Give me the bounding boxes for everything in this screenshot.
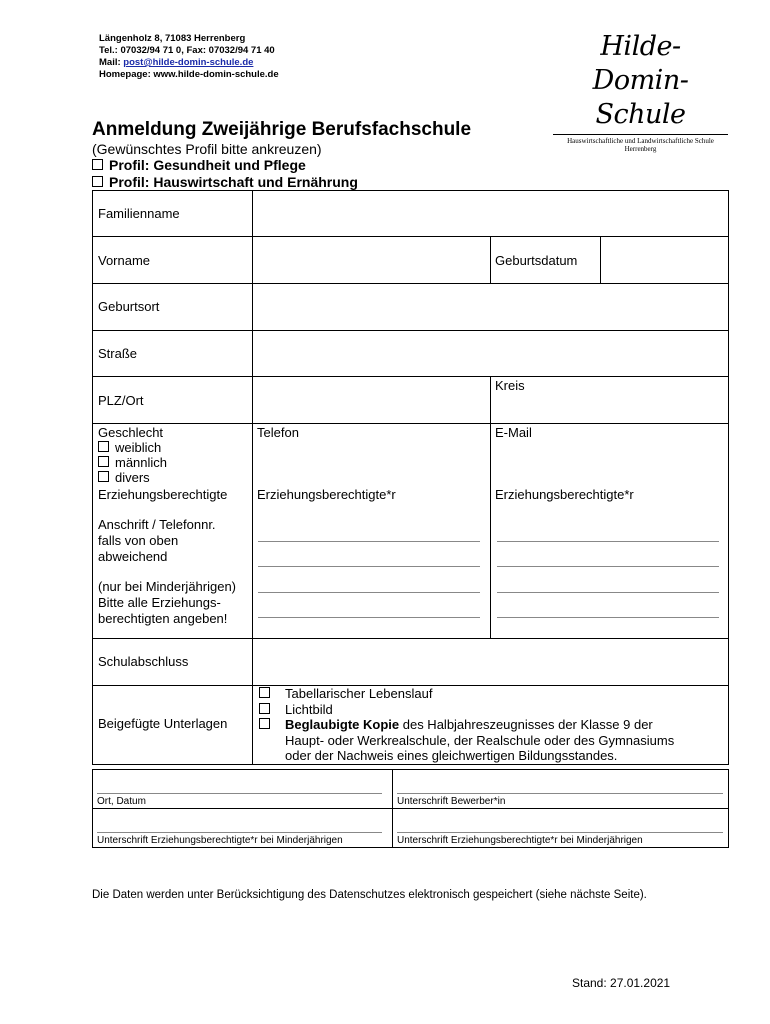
profile-household-checkbox[interactable] [92,176,103,187]
profile-option-household[interactable]: Profil: Hauswirtschaft und Ernährung [92,174,358,190]
option-maennlich[interactable]: männlich [98,455,167,470]
doc-kopie-line3: oder der Nachweis eines gleichwertigen Bildungsstandes. [285,748,618,763]
doc-lichtbild-label: Lichtbild [285,702,333,717]
label-anschrift-3: abweichend [98,549,168,564]
logo-city: Herrenberg [624,145,657,153]
label-familienname: Familienname [98,206,180,221]
school-logo [553,30,728,153]
doc-kopie[interactable] [259,717,276,732]
doc-kopie-line2: Haupt- oder Werkrealschule, der Realschule oder des Gymnasiums [285,733,675,748]
label-schulabschluss: Schulabschluss [98,654,189,669]
school-homepage: Homepage: www.hilde-domin-schule.de [99,69,279,80]
label-beigefuegte-unterlagen: Beigefügte Unterlagen [98,716,228,731]
form-subtitle: (Gewünschtes Profil bitte ankreuzen) [92,141,322,157]
logo-subtitle: Hauswirtschaftliche und Landwirtschaftliche Schule [567,137,714,145]
label-geburtsort: Geburtsort [98,299,160,314]
school-phone-fax: Tel.: 07032/94 71 0, Fax: 07032/94 71 40 [99,45,275,56]
sig-ort-datum: Ort, Datum [97,796,146,807]
doc-lichtbild[interactable] [259,702,276,717]
doc-kopie-label: Beglaubigte Kopie des Halbjahreszeugnisses der Klasse 9 der [285,717,653,732]
profile-option-health[interactable]: Profil: Gesundheit und Pflege [92,157,306,173]
input-schulabschluss[interactable] [254,640,726,684]
input-vorname[interactable] [254,238,488,282]
logo-rule [553,134,728,135]
label-telefon: Telefon [257,425,299,440]
school-mail-link[interactable]: post@hilde-domin-schule.de [123,57,254,68]
weiblich-checkbox[interactable] [98,441,109,452]
divers-checkbox[interactable] [98,471,109,482]
school-address: Längenholz 8, 71083 Herrenberg [99,33,246,44]
input-geburtsdatum[interactable] [602,238,726,282]
datenschutz-note: Die Daten werden unter Berücksichtigung des Datenschutzes elektronisch gespeichert (siehe nächste Seite). [92,889,647,901]
stand-date: Stand: 27.01.2021 [572,976,671,990]
option-weiblich[interactable]: weiblich [98,440,161,455]
label-vorname: Vorname [98,253,151,268]
label-geschlecht: Geschlecht [98,425,164,440]
option-divers[interactable]: divers [98,470,150,485]
kopie-checkbox[interactable] [259,718,270,729]
sig-erz-2: Unterschrift Erziehungsberechtigte*r bei Minderjährigen [397,835,643,846]
label-plz-ort: PLZ/Ort [98,393,144,408]
doc-lebenslauf-label: Tabellarischer Lebenslauf [285,686,433,701]
label-erziehungsberechtigte: Erziehungsberechtigte [98,487,228,502]
label-erziehungsberechtigter-1: Erziehungsberechtigte*r [257,487,396,502]
label-anschrift-1: Anschrift / Telefonnr. [98,517,216,532]
lebenslauf-checkbox[interactable] [259,687,270,698]
sig-erz-1: Unterschrift Erziehungsberechtigte*r bei Minderjährigen [97,835,343,846]
label-minderjaehrige-2: Bitte alle Erziehungs- [98,595,221,610]
label-geburtsdatum: Geburtsdatum [495,253,578,268]
label-minderjaehrige-3: berechtigten angeben! [98,611,228,626]
label-erziehungsberechtigter-2: Erziehungsberechtigte*r [495,487,634,502]
input-plz-ort[interactable] [254,378,488,422]
maennlich-checkbox[interactable] [98,456,109,467]
sig-bewerber: Unterschrift Bewerber*in [397,796,506,807]
school-contact [99,33,279,81]
label-anschrift-2: falls von oben [98,533,179,548]
input-strasse[interactable] [254,332,726,375]
label-kreis: Kreis [495,378,525,393]
school-mail-line: Mail: post@hilde-domin-schule.de [99,57,254,68]
input-geburtsort[interactable] [254,285,726,329]
form-title: Anmeldung Zweijährige Berufsfachschule [92,119,472,140]
label-minderjaehrige-1: (nur bei Minderjährigen) [98,579,237,594]
label-email: E-Mail [495,425,532,440]
doc-lebenslauf[interactable] [259,686,276,701]
input-familienname[interactable] [254,192,726,234]
logo-wordmark: Hilde-Domin-Schule [592,31,689,130]
lichtbild-checkbox[interactable] [259,703,270,714]
profile-health-checkbox[interactable] [92,159,103,170]
label-strasse: Straße [98,346,138,361]
